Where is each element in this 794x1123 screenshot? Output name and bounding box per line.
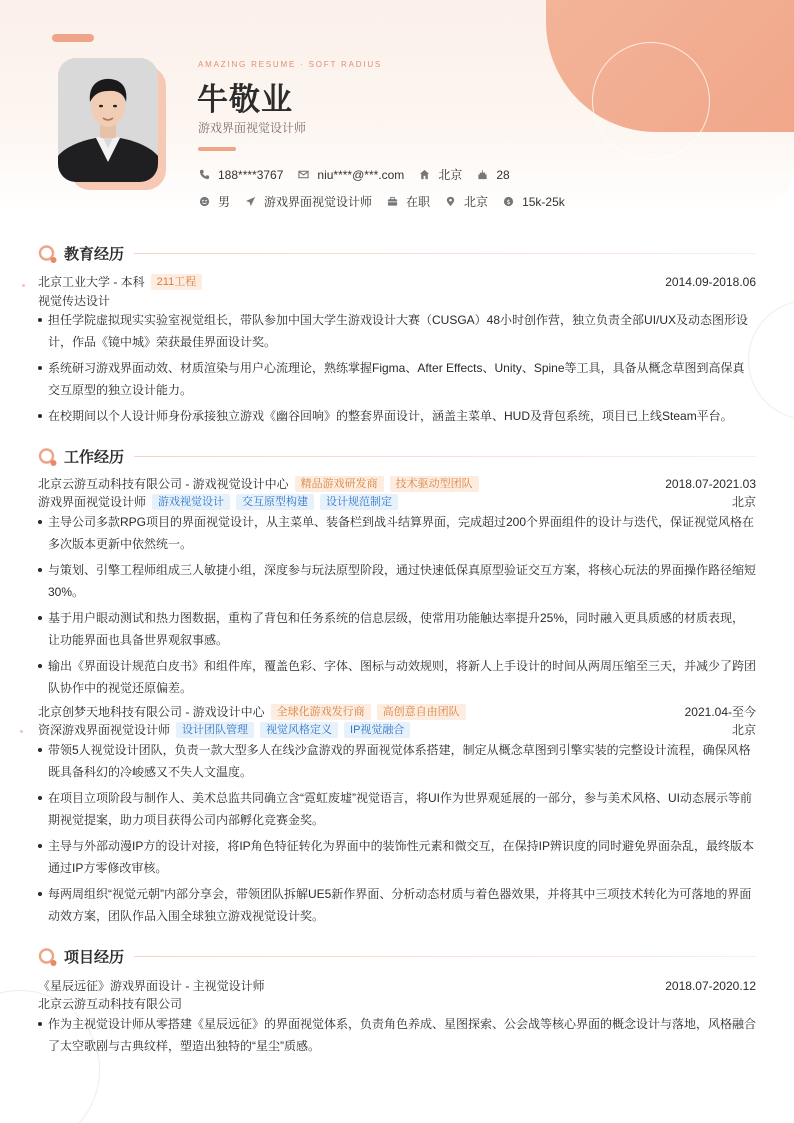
gender-value: 男	[218, 195, 231, 209]
role-tag: 设计团队管理	[176, 722, 254, 738]
info-gender	[198, 193, 230, 210]
projects-section-title: 项目经历	[64, 949, 125, 966]
work-section-title: 工作经历	[64, 449, 125, 466]
location-value: 北京	[464, 195, 489, 209]
list-item: 系统研习游戏界面动效、材质渲染与用户心流理论，熟练掌握Figma、After Effects、Unity、Spine等工具，具备从概念草图到高保真交互原型的独立设计能力。	[38, 357, 756, 401]
job-role: 资深游戏界面视觉设计师	[38, 723, 171, 737]
salary-icon	[502, 196, 514, 208]
job-2-header	[38, 703, 756, 720]
list-item: 输出《界面设计规范白皮书》和组件库，覆盖色彩、字体、图标与动效规则，将新人上手设计的时间从两周压缩至三天，并减少了跨团队协作中的视觉还原偏差。	[38, 655, 756, 699]
phone-value: 188****3767	[218, 167, 284, 182]
project-1-company-row	[38, 995, 756, 1012]
info-status	[386, 193, 430, 210]
candidate-name: 牛敬业	[197, 82, 293, 117]
company-tag: 高创意自由团队	[377, 704, 466, 720]
project-1-header	[38, 977, 756, 994]
job-role: 游戏界面视觉设计师	[38, 495, 147, 509]
education-section-title: 教育经历	[64, 246, 125, 263]
role-tag: 交互原型构建	[236, 494, 314, 510]
target-position-value: 游戏界面视觉设计师	[264, 195, 373, 209]
list-item: 主导与外部动漫IP方的设计对接，将IP角色特征转化为界面中的装饰性元素和微交互，在保持IP辨识度的同时避免界面杂乱，最终版本通过IP方零修改审核。	[38, 835, 756, 879]
home-icon	[418, 169, 430, 181]
magnifier-icon	[38, 447, 58, 467]
list-item: 担任学院虚拟现实实验室视觉组长，带队参加中国大学生游戏设计大赛（CUSGA）48小时创作营，独立负责全部UI/UX及动态图形设计，作品《镜中城》荣获最佳界面设计奖。	[38, 309, 756, 353]
job-dates: 2021.04-至今	[684, 705, 756, 719]
magnifier-icon	[38, 947, 58, 967]
info-email	[297, 168, 404, 182]
info-home	[418, 166, 462, 183]
phone-icon	[198, 169, 210, 181]
project-dates: 2018.07-2020.12	[665, 978, 756, 993]
email-value: niu****@***.com	[317, 167, 405, 182]
job-city: 北京	[731, 723, 756, 737]
resume-kicker: AMAZING RESUME · SOFT RADIUS	[198, 60, 383, 69]
education-major: 视觉传达设计	[38, 294, 111, 308]
home-value: 北京	[438, 168, 463, 182]
list-item: 与策划、引擎工程师组成三人敏捷小组，深度参与玩法原型阶段，通过快速低保真原型验证交互方案，将核心玩法的界面操作路径缩短30%。	[38, 559, 756, 603]
education-tag: 211工程	[151, 274, 203, 290]
job-1-header	[38, 475, 756, 492]
contact-info-row	[198, 166, 524, 183]
age-value: 28	[496, 167, 510, 182]
project-1-bullets	[38, 1013, 756, 1061]
list-item: 带领5人视觉设计团队，负责一款大型多人在线沙盒游戏的界面视觉体系搭建，制定从概念草图到引擎实装的完整设计流程，确保风格既具备科幻的冷峻感又不失人文温度。	[38, 739, 756, 783]
gender-icon	[198, 196, 210, 208]
section-divider	[134, 956, 756, 957]
info-target-position	[244, 193, 372, 210]
company-tag: 技术驱动型团队	[390, 476, 479, 492]
role-tag: 设计规范制定	[320, 494, 398, 510]
header-decor-ring	[592, 42, 710, 160]
company-tag: 全球化游戏发行商	[271, 704, 371, 720]
projects-section-header	[38, 946, 756, 967]
section-divider	[134, 253, 756, 254]
status-value: 在职	[406, 195, 431, 209]
personal-info-row	[198, 193, 579, 210]
list-item: 每两周组织“视觉元朝”内部分享会，带领团队拆解UE5新作界面、分析动态材质与着色器效果，并将其中三项技术转化为可落地的界面动效方案，团队作品入围全球独立游戏视觉设计奖。	[38, 883, 756, 927]
education-section-header	[38, 243, 756, 264]
decor-dot	[22, 284, 25, 287]
education-major-row	[38, 292, 756, 309]
cake-icon	[476, 169, 488, 181]
job-2-role-row	[38, 721, 756, 738]
job-dates: 2018.07-2021.03	[665, 476, 756, 491]
job-company: 北京云游互动科技有限公司 - 游戏视觉设计中心	[38, 477, 289, 491]
education-entry-header	[38, 273, 756, 290]
job-city: 北京	[731, 495, 756, 509]
info-location	[444, 193, 488, 210]
company-tag: 精品游戏研发商	[295, 476, 384, 492]
project-name: 《星辰远征》游戏界面设计 - 主视觉设计师	[38, 979, 265, 993]
role-tag: 视觉风格定义	[260, 722, 338, 738]
info-phone	[198, 168, 283, 182]
job-1-bullets	[38, 511, 756, 703]
list-item: 主导公司多款RPG项目的界面视觉设计，从主菜单、装备栏到战斗结算界面，完成超过200个界面组件的设计与迭代，保证视觉风格在多次版本更新中依然统一。	[38, 511, 756, 555]
magnifier-icon	[38, 244, 58, 264]
decor-dot	[20, 730, 23, 733]
mail-icon	[297, 169, 309, 181]
avatar	[58, 58, 158, 182]
svg-text:$: $	[506, 197, 511, 206]
section-divider	[134, 456, 756, 457]
education-bullets	[38, 309, 756, 431]
work-section-header	[38, 446, 756, 467]
list-item: 作为主视觉设计师从零搭建《星辰远征》的界面视觉体系，负责角色养成、星图探索、公会战等核心界面的概念设计与落地，风格融合了太空歌剧与古典纹样，塑造出独特的“星尘”质感。	[38, 1013, 756, 1057]
job-company: 北京创梦天地科技有限公司 - 游戏设计中心	[38, 705, 265, 719]
send-icon	[244, 196, 256, 208]
header-accent-pill	[52, 34, 94, 42]
role-tag: 游戏视觉设计	[152, 494, 230, 510]
project-company: 北京云游互动科技有限公司	[38, 997, 183, 1011]
education-dates: 2014.09-2018.06	[665, 274, 756, 289]
salary-value: 15k-25k	[522, 194, 565, 209]
info-salary	[502, 195, 565, 209]
list-item: 在校期间以个人设计师身份承接独立游戏《幽谷回响》的整套界面设计，涵盖主菜单、HUD及背包系统，项目已上线Steam平台。	[38, 405, 756, 427]
location-pin-icon	[444, 196, 456, 208]
title-underline	[198, 147, 236, 151]
avatar-portrait	[58, 58, 158, 182]
info-age	[476, 168, 509, 182]
briefcase-icon	[386, 196, 398, 208]
job-1-role-row	[38, 493, 756, 510]
list-item: 在项目立项阶段与制作人、美术总监共同确立含“霓虹废墟”视觉语言，将UI作为世界观延展的一部分，参与美术风格、UI动态展示等前期视觉提案，助力项目获得公司内部孵化竞赛金奖。	[38, 787, 756, 831]
list-item: 基于用户眼动测试和热力图数据，重构了背包和任务系统的信息层级，使常用功能触达率提升25%，同时融入更具质感的材质表现，让功能界面也具备世界观叙事感。	[38, 607, 756, 651]
education-school: 北京工业大学 - 本科	[38, 275, 145, 289]
candidate-job-title: 游戏界面视觉设计师	[198, 121, 307, 135]
role-tag: IP视觉融合	[344, 722, 410, 738]
job-2-bullets	[38, 739, 756, 931]
